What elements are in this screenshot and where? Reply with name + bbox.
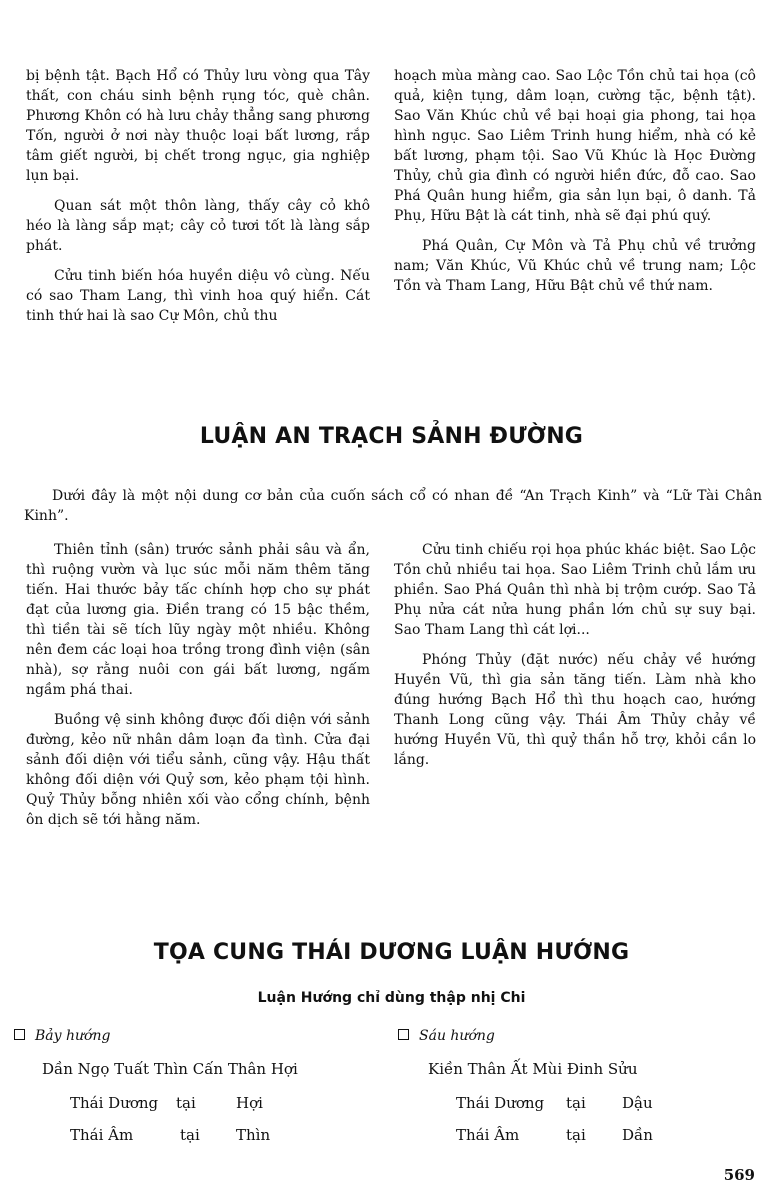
section-heading: TỌA CUNG THÁI DƯƠNG LUẬN HƯỚNG: [153, 940, 630, 965]
direction-group-title: Bảy hướng: [14, 1028, 110, 1044]
section-heading: LUẬN AN TRẠCH SẢNH ĐƯỜNG: [199, 424, 584, 449]
paragraph: Cửu tinh chiếu rọi họa phúc khác biệt. Sao Lộc Tồn chủ nhiều tai họa. Sao Liêm Trinh chủ lắm ưu phiền. Sao Phá Quân thì nhà bị trộm cướp. Sao Tả Phụ nửa cát nửa hung phần lớn chủ sự suy bại. Sao Tham Lang thì cát lợi...: [394, 542, 756, 638]
intro-paragraph: Dưới đây là một nội dung cơ bản của cuốn sách cổ có nhan đề “An Trạch Kinh” và “Lữ Tài Chân Kinh”.: [24, 488, 762, 524]
location-word: tại: [180, 1126, 200, 1144]
page-number: 569: [723, 1166, 755, 1184]
section2-left-column: [26, 540, 370, 840]
checkbox-square-icon: [14, 1029, 25, 1040]
star-name: Thái Âm: [456, 1126, 520, 1144]
paragraph: Buồng vệ sinh không được đối diện với sảnh đường, kẻo nữ nhân dâm loạn đa tình. Cửa đại sảnh đối diện với tiểu sảnh, cũng vậy. Hậu thất không đối diện với Quỷ sơn, kẻo phạm tội hình. Quỷ Thủy bỗng nhiên xối vào cổng chính, bệnh ôn dịch sẽ tới hằng năm.: [26, 712, 370, 828]
paragraph: Phóng Thủy (đặt nước) nếu chảy về hướng Huyền Vũ, thì gia sản tăng tiến. Làm nhà kho đúng hướng Bạch Hổ thì thu hoạch cao, hướng Thanh Long cũng vậy. Thái Âm Thủy chảy về hướng Huyền Vũ, thì quỷ thần hỗ trợ, khỏi cần lo lắng.: [394, 652, 756, 768]
section-subheading: Luận Hướng chỉ dùng thập nhị Chi: [257, 990, 526, 1006]
section1-right-column: [394, 66, 756, 306]
branch-name: Dậu: [622, 1094, 653, 1112]
direction-list: Kiền Thân Ất Mùi Đinh Sửu: [428, 1060, 638, 1078]
paragraph: bị bệnh tật. Bạch Hổ có Thủy lưu vòng qua Tây thất, con cháu sinh bệnh rụng tóc, què chân. Phương Khôn có hà lưu chảy thẳng sang phương Tốn, người ở nơi này thuộc loại bất lương, rắp tâm giết người, bị chết trong ngục, gia nghiệp lụn bại.: [26, 68, 370, 184]
star-name: Thái Âm: [70, 1126, 134, 1144]
location-word: tại: [566, 1094, 586, 1112]
branch-name: Hợi: [236, 1094, 263, 1112]
section2-right-column: [394, 540, 756, 780]
branch-name: Thìn: [236, 1126, 271, 1144]
star-name: Thái Dương: [456, 1094, 545, 1112]
checkbox-square-icon: [398, 1029, 409, 1040]
star-name: Thái Dương: [70, 1094, 159, 1112]
section1-left-column: [26, 66, 370, 336]
location-word: tại: [566, 1126, 586, 1144]
branch-name: Dần: [622, 1126, 653, 1144]
paragraph: Cửu tinh biến hóa huyền diệu vô cùng. Nếu có sao Tham Lang, thì vinh hoa quý hiển. Cát tinh thứ hai là sao Cự Môn, chủ thu: [26, 268, 370, 324]
direction-group-title: Sáu hướng: [398, 1028, 495, 1044]
location-word: tại: [176, 1094, 196, 1112]
paragraph: Quan sát một thôn làng, thấy cây cỏ khô héo là làng sắp mạt; cây cỏ tươi tốt là làng sắp phát.: [26, 198, 370, 254]
direction-list: Dần Ngọ Tuất Thìn Cấn Thân Hợi: [42, 1060, 298, 1078]
paragraph: hoạch mùa màng cao. Sao Lộc Tồn chủ tai họa (cô quả, kiện tụng, dâm loạn, cường tặc, bệnh tật). Sao Văn Khúc chủ về bại hoại gia phong, tai họa hình ngục. Sao Liêm Trinh hung hiểm, nhà có kẻ bất lương, phạm tội. Sao Vũ Khúc là Học Đường Thủy, chủ gia đình có người hiền đức, đỗ cao. Sao Phá Quân hung hiểm, gia sản lụn bại, ô danh. Tả Phụ, Hữu Bật là cát tinh, nhà sẽ đại phú quý.: [394, 68, 756, 224]
paragraph: Thiên tỉnh (sân) trước sảnh phải sâu và ẩn, thì ruộng vườn và lục súc mỗi năm thêm tăng tiến. Hai thước bảy tấc chính hợp cho sự phát đạt của lương gia. Điền trang có 15 bậc thềm, thì tiền tài sẽ tích lũy ngày một nhiều. Không nên đem các loại hoa trồng trong đình viện (sân nhà), sợ rằng nuôi con gái bất lương, ngấm ngầm phá thai.: [26, 542, 370, 698]
paragraph: Phá Quân, Cự Môn và Tả Phụ chủ về trưởng nam; Văn Khúc, Vũ Khúc chủ về trung nam; Lộc Tồn và Tham Lang, Hữu Bật chủ về thứ nam.: [394, 238, 756, 294]
